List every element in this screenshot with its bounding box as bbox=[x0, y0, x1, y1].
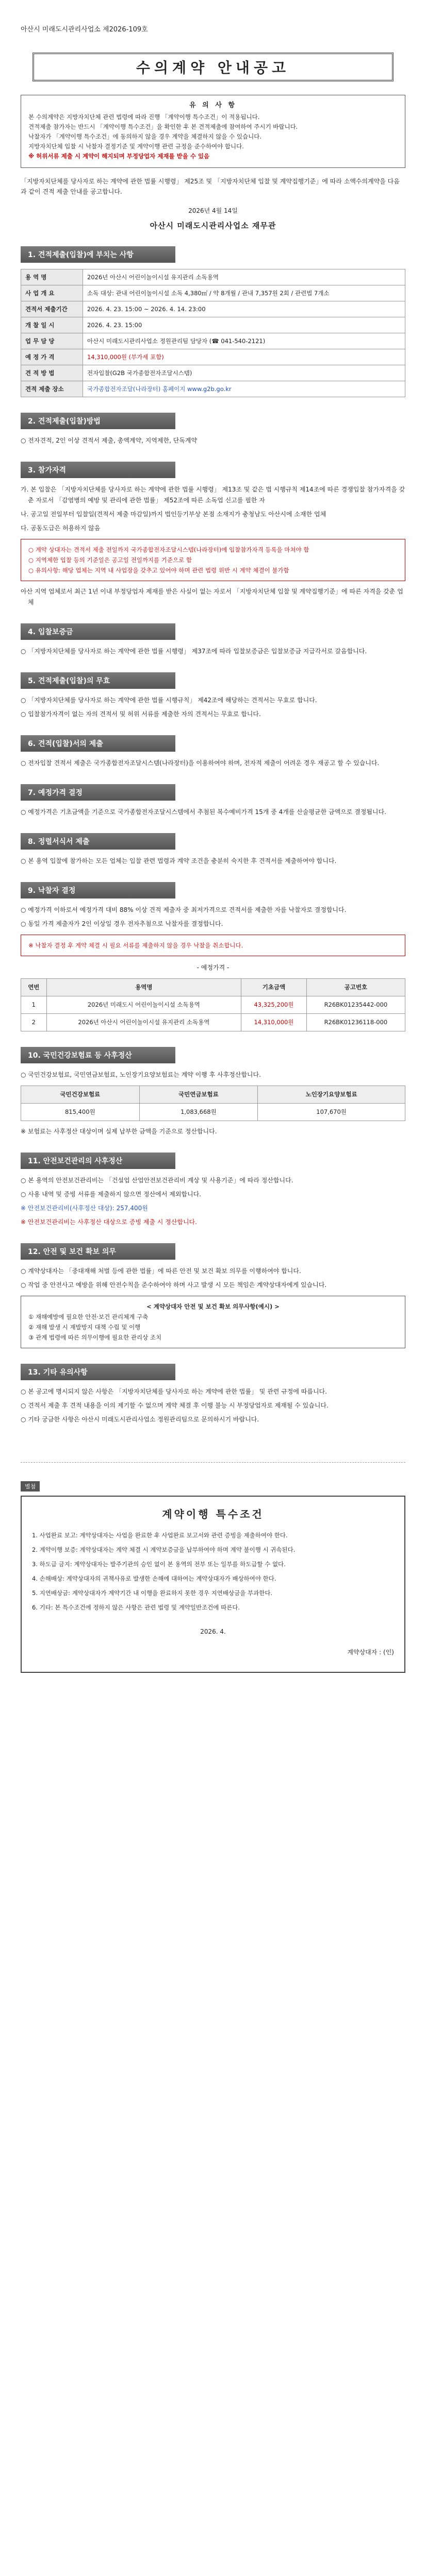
notice-item: 낙찰자가 「계약이행 특수조건」에 동의하지 않을 경우 계약을 체결하지 않을 수 있습니다. bbox=[28, 133, 262, 140]
row-value: 소독 대상: 관내 어린이놀이시설 소독 4,380㎡ / 약 8개월 / 관내 7,357원 2회 / 관련법 7개소 bbox=[83, 285, 405, 301]
section-2 bbox=[21, 413, 405, 446]
section-4 bbox=[21, 623, 405, 657]
box-item: ② 재해 발생 시 재발방지 대책 수립 및 이행 bbox=[28, 1324, 141, 1331]
section-11 bbox=[21, 1153, 405, 1228]
row-label: 견 적 방 법 bbox=[21, 365, 83, 381]
section-8 bbox=[21, 833, 405, 867]
column-header: 공고번호 bbox=[306, 979, 405, 996]
award-note-box bbox=[21, 935, 405, 956]
row-value: 전자입찰(G2B 국가종합전자조달시스템) bbox=[83, 365, 405, 381]
section-9 bbox=[21, 882, 405, 1031]
cell: 43,325,200원 bbox=[241, 996, 307, 1014]
cell: 2026년 아산시 어린이놀이시설 유지관리 소독용역 bbox=[46, 1014, 241, 1031]
section-3 bbox=[21, 462, 405, 608]
table-row bbox=[21, 333, 405, 349]
row-value: 14,310,000원 (부가세 포함) bbox=[83, 349, 405, 365]
cell: 14,310,000원 bbox=[241, 1014, 307, 1031]
section-heading: 1. 견적제출(입찰)에 부치는 사항 bbox=[21, 246, 175, 263]
section-text: ○ 「지방자치단체를 당사자로 하는 계약에 관한 법률 시행령」 제37조에 따라 입찰보증금은 입찰보증금 지급각서로 갈음합니다. bbox=[21, 648, 367, 655]
table-row bbox=[21, 1014, 405, 1031]
publication-number: 아산시 미래도시관리사업소 제2026-109호 bbox=[21, 26, 148, 33]
section-text: ○ 본 공고에 명시되지 않은 사항은 「지방자치단체를 당사자로 하는 계약에 관한 법률」 및 관련 규정에 따릅니다. bbox=[21, 1388, 327, 1395]
row-value: 2026. 4. 23. 15:00 ~ 2026. 4. 14. 23:00 bbox=[83, 301, 405, 317]
cell: 2026년 미래도시 어린이놀이시설 소독용역 bbox=[46, 996, 241, 1014]
section-heading: 5. 견적제출(입찰)의 무효 bbox=[21, 672, 175, 689]
safety-duty-box bbox=[21, 1296, 405, 1348]
section-note: ※ 보험료는 사후정산 대상이며 실제 납부한 금액을 기준으로 정산합니다. bbox=[21, 1128, 217, 1135]
row-label: 예 정 가 격 bbox=[21, 349, 83, 365]
issuing-agency: 아산시 미래도시관리사업소 재무관 bbox=[150, 221, 276, 230]
column-header: 노인장기요양보험료 bbox=[258, 1086, 405, 1104]
column-header: 국민연금보험료 bbox=[139, 1086, 258, 1104]
row-label: 견적 제출 장소 bbox=[21, 381, 83, 397]
table-row bbox=[21, 317, 405, 333]
divider bbox=[21, 1462, 405, 1463]
announcement-date: 2026년 4월 14일 bbox=[188, 207, 238, 214]
notice-title: 유 의 사 항 bbox=[189, 101, 237, 109]
column-header: 연번 bbox=[21, 979, 47, 996]
section-10 bbox=[21, 1047, 405, 1137]
table-row bbox=[21, 381, 405, 397]
section-6 bbox=[21, 735, 405, 769]
section-heading: 4. 입찰보증금 bbox=[21, 623, 175, 640]
box-title: < 계약상대자 안전 및 보건 확보 의무사항(예시) > bbox=[146, 1303, 280, 1310]
annex-item: 6. 기타: 본 특수조건에 정하지 않은 사항은 관련 법령 및 계약일반조건에 따른다. bbox=[32, 1604, 240, 1611]
cell: 815,400원 bbox=[21, 1104, 140, 1121]
notice-box bbox=[21, 95, 405, 168]
section-text: ○ 본 용역의 안전보건관리비는 「건설업 산업안전보건관리비 계상 및 사용기준」에 따라 정산합니다. bbox=[21, 1177, 293, 1184]
table-row bbox=[21, 349, 405, 365]
row-value: 2026. 4. 23. 15:00 bbox=[83, 317, 405, 333]
cell: R26BK01235442-000 bbox=[306, 996, 405, 1014]
notice-item: 견적제출 참가자는 반드시 「계약이행 특수조건」을 확인한 후 본 견적제출에 참여하여 주시기 바랍니다. bbox=[28, 123, 298, 130]
section-text: ○ 동일 가격 제출자가 2인 이상일 경우 전자추첨으로 낙찰자를 결정합니다. bbox=[21, 920, 223, 927]
box-item: ○ 계약 상대자는 견적서 제출 전일까지 국가종합전자조달시스템(나라장터)에 입찰참가자격 등록을 마쳐야 함 bbox=[28, 546, 309, 553]
cell: 1 bbox=[21, 996, 47, 1014]
section-text: ○ 전자입찰 견적서 제출은 국가종합전자조달시스템(나라장터)을 이용하여야 하며, 전자적 제출이 어려운 경우 재공고 할 수 있습니다. bbox=[21, 759, 380, 767]
section-1 bbox=[21, 246, 405, 397]
box-item: ① 재해예방에 필요한 안전·보건 관리체계 구축 bbox=[28, 1313, 149, 1320]
notice-item: 지방자치단체 입찰 시 낙찰자 결정기준 및 계약이행 관련 규정을 준수하여야 합니다. bbox=[28, 143, 244, 150]
section-heading: 9. 낙찰자 결정 bbox=[21, 882, 175, 899]
cell: R26BK01236118-000 bbox=[306, 1014, 405, 1031]
section-text: ○ 입찰참가자격이 없는 자의 견적서 및 허위 서류를 제출한 자의 견적서는 무효로 합니다. bbox=[21, 710, 261, 718]
box-item: ○ 지역제한 입찰 등의 기준일은 공고일 전일까지를 기준으로 함 bbox=[28, 556, 192, 564]
column-header: 기초금액 bbox=[241, 979, 307, 996]
annex-item: 1. 사업완료 보고: 계약상대자는 사업을 완료한 후 사업완료 보고서와 관련 증빙을 제출하여야 한다. bbox=[32, 1532, 288, 1539]
section-text: ○ 견적서 제출 후 견적 내용을 이의 제기할 수 없으며 계약 체결 후 이행 불능 시 부정당업자로 제재될 수 있습니다. bbox=[21, 1402, 329, 1409]
section-heading: 3. 참가자격 bbox=[21, 462, 175, 478]
intro-text: 「지방자치단체를 당사자로 하는 계약에 관한 법률 시행령」 제25조 및 「지방자치단체 입찰 및 계약집행기준」에 따라 소액수의계약을 다음과 같이 견적 제출 안내를 공고합니다. bbox=[21, 178, 400, 195]
section-text: ○ 계약상대자는 「중대재해 처벌 등에 관한 법률」에 따른 안전 및 보건 확보 의무를 이행하여야 합니다. bbox=[21, 1267, 301, 1275]
section-text: ○ 사용 내역 및 증빙 서류를 제출하지 않으면 정산에서 제외합니다. bbox=[21, 1191, 202, 1198]
row-label: 업 무 담 당 bbox=[21, 333, 83, 349]
section-text: 나. 공고일 전일부터 입찰일(견적서 제출 마감일)까지 법인등기부상 본점 소재지가 충청남도 아산시에 소재한 업체 bbox=[21, 511, 326, 518]
annex-box bbox=[21, 1496, 405, 1673]
section-text: ○ 전자견적, 2인 이상 견적서 제출, 총액계약, 지역제한, 단독계약 bbox=[21, 437, 198, 444]
row-label: 견적서 제출기간 bbox=[21, 301, 83, 317]
table-row bbox=[21, 996, 405, 1014]
section-13 bbox=[21, 1364, 405, 1425]
box-item: ③ 관계 법령에 따른 의무이행에 필요한 관리상 조치 bbox=[28, 1334, 162, 1341]
table-row bbox=[21, 301, 405, 317]
section-heading: 2. 견적제출(입찰)방법 bbox=[21, 413, 175, 429]
section-text: 가. 본 입찰은 「지방자치단체를 당사자로 하는 계약에 관한 법률 시행령」 제13조 및 같은 법 시행규칙 제14조에 따른 경쟁입찰 참가자격을 갖춘 자로서 「감염병의 예방 및 관리에 관한 법률」 제52조에 따른 소독업 신고를 필한 자 bbox=[21, 486, 405, 504]
table-row bbox=[21, 285, 405, 301]
table-row bbox=[21, 269, 405, 285]
table-row bbox=[21, 1104, 405, 1121]
row-value: 2026년 아산시 어린이놀이시설 유지관리 소독용역 bbox=[83, 269, 405, 285]
annex-item: 2. 계약이행 보증: 계약상대자는 계약 체결 시 계약보증금을 납부하여야 하며 계약 불이행 시 귀속된다. bbox=[32, 1546, 296, 1553]
bid-info-table bbox=[21, 269, 405, 397]
section-text: ○ 예정가격은 기초금액을 기준으로 국가종합전자조달시스템에서 추첨된 복수예비가격 15개 중 4개를 산술평균한 금액으로 결정됩니다. bbox=[21, 808, 386, 816]
annex-tag: 별첨 bbox=[21, 1481, 40, 1492]
row-value: 국가종합전자조달(나라장터) 홈페이지 www.g2b.go.kr bbox=[83, 381, 405, 397]
section-heading: 11. 안전보건관리의 사후정산 bbox=[21, 1153, 175, 1169]
section-text: ○ 「지방자치단체를 당사자로 하는 계약에 관한 법률 시행규칙」 제42조에 해당하는 견적서는 무효로 합니다. bbox=[21, 697, 317, 704]
annex-signature: 계약상대자 : (인) bbox=[347, 1649, 394, 1656]
notice-warning: ※ 허위서류 제출 시 계약이 해지되며 부정당업자 제재를 받을 수 있음 bbox=[28, 152, 210, 160]
section-heading: 8. 정렬서식서 제출 bbox=[21, 833, 175, 850]
insurance-table bbox=[21, 1086, 405, 1121]
row-label: 용 역 명 bbox=[21, 269, 83, 285]
section-5 bbox=[21, 672, 405, 720]
safety-fee-link[interactable]: ※ 안전보건관리비(사후정산 대상): 257,400원 bbox=[21, 1205, 148, 1212]
section-12 bbox=[21, 1243, 405, 1348]
section-heading: 13. 기타 유의사항 bbox=[21, 1364, 175, 1380]
section-text: 다. 공동도급은 허용하지 않음 bbox=[21, 524, 101, 532]
document-title: 수의계약 안내공고 bbox=[32, 53, 394, 81]
section-heading: 7. 예정가격 결정 bbox=[21, 784, 175, 801]
cell: 1,083,668원 bbox=[139, 1104, 258, 1121]
annex-item: 4. 손해배상: 계약상대자의 귀책사유로 발생한 손해에 대하여는 계약상대자가 배상하여야 한다. bbox=[32, 1575, 276, 1582]
section-text: 아산 지역 업체로서 최근 1년 이내 부정당업자 제재를 받은 사실이 없는 자로서 「지방자치단체 입찰 및 계약집행기준」에 따른 자격을 갖춘 업체 bbox=[21, 588, 403, 606]
section-7 bbox=[21, 784, 405, 818]
price-table-title: - 예정가격 - bbox=[196, 964, 230, 971]
section-text: ○ 국민건강보험료, 국민연금보험료, 노인장기요양보험료는 계약 이행 후 사후정산합니다. bbox=[21, 1071, 261, 1078]
eligibility-box bbox=[21, 539, 405, 581]
section-text: ○ 예정가격 이하로서 예정가격 대비 88% 이상 견적 제출자 중 최저가격으로 견적서를 제출한 자를 낙찰자로 결정합니다. bbox=[21, 906, 347, 913]
cell: 2 bbox=[21, 1014, 47, 1031]
row-value: 아산시 미래도시관리사업소 정원관리팀 담당자 (☎ 041-540-2121) bbox=[83, 333, 405, 349]
annex-item: 5. 지연배상금: 계약상대자가 계약기간 내 이행을 완료하지 못한 경우 지연배상금을 부과한다. bbox=[32, 1589, 273, 1597]
price-table bbox=[21, 978, 405, 1031]
section-heading: 12. 안전 및 보건 확보 의무 bbox=[21, 1243, 175, 1260]
section-heading: 10. 국민건강보험료 등 사후정산 bbox=[21, 1047, 175, 1063]
section-note: ※ 안전보건관리비는 사후정산 대상으로 증빙 제출 시 정산합니다. bbox=[21, 1218, 197, 1226]
section-text: ○ 본 용역 입찰에 참가하는 모든 업체는 입찰 관련 법령과 계약 조건을 충분히 숙지한 후 견적서를 제출하여야 합니다. bbox=[21, 857, 337, 865]
section-text: ○ 작업 중 안전사고 예방을 위해 안전수칙을 준수하여야 하며 사고 발생 시 모든 책임은 계약상대자에게 있습니다. bbox=[21, 1281, 327, 1289]
table-row bbox=[21, 365, 405, 381]
row-label: 개 찰 일 시 bbox=[21, 317, 83, 333]
box-item: ※ 낙찰자 결정 후 계약 체결 시 필요 서류를 제출하지 않을 경우 낙찰을 취소합니다. bbox=[28, 942, 243, 949]
section-text: ○ 기타 궁금한 사항은 아산시 미래도시관리사업소 정원관리팀으로 문의하시기 바랍니다. bbox=[21, 1416, 259, 1423]
column-header: 용역명 bbox=[46, 979, 241, 996]
column-header: 국민건강보험료 bbox=[21, 1086, 140, 1104]
notice-item: 본 수의계약은 지방자치단체 관련 법령에 따라 진행 「계약이행 특수조건」이 적용됩니다. bbox=[28, 113, 260, 121]
annex-item: 3. 하도급 금지: 계약상대자는 발주기관의 승인 없이 본 용역의 전부 또는 일부를 하도급할 수 없다. bbox=[32, 1561, 286, 1568]
annex-title: 계약이행 특수조건 bbox=[162, 1508, 264, 1520]
annex-date: 2026. 4. bbox=[200, 1628, 226, 1635]
cell: 107,670원 bbox=[258, 1104, 405, 1121]
section-heading: 6. 견적(입찰)서의 제출 bbox=[21, 735, 175, 752]
box-item: ○ 유의사항: 해당 업체는 지역 내 사업장을 갖추고 있어야 하며 관련 법령 위반 시 계약 체결이 불가함 bbox=[28, 567, 289, 574]
row-label: 사 업 개 요 bbox=[21, 285, 83, 301]
